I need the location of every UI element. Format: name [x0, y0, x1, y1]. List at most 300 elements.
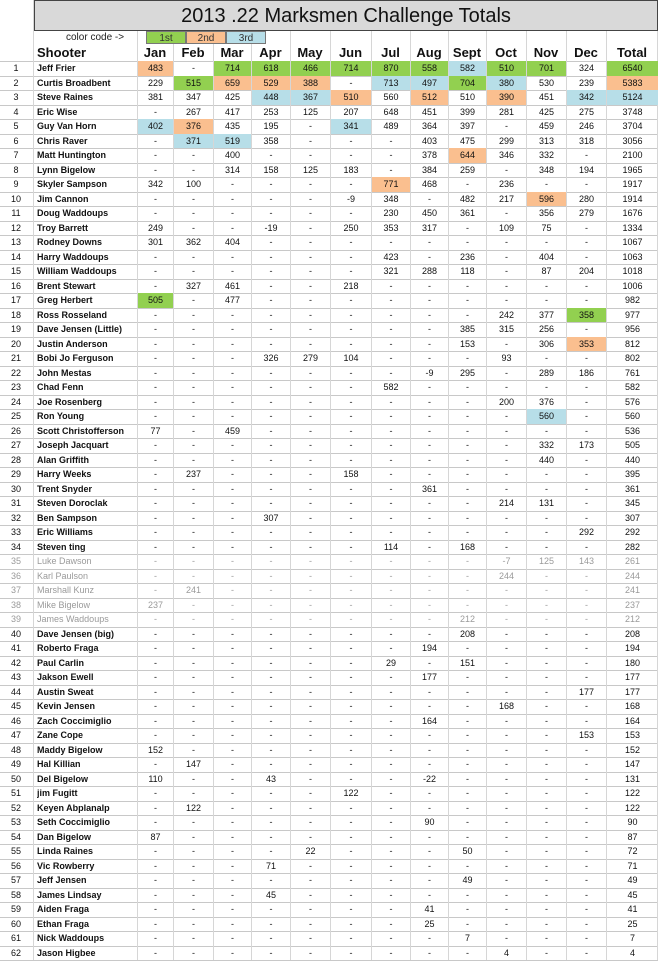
month-score: 87	[150, 831, 161, 842]
total-score: 761	[624, 367, 641, 378]
total-score: 122	[624, 802, 641, 813]
shooter-name: Keyen Abplanalp	[37, 802, 110, 813]
month-score: -	[585, 353, 588, 363]
table-row	[0, 540, 658, 555]
month-score: 425	[224, 92, 241, 102]
month-score: -	[309, 527, 312, 537]
month-score: -	[505, 672, 508, 682]
month-score: -	[545, 715, 548, 726]
month-score: -	[192, 164, 195, 175]
month-score: -	[505, 860, 508, 871]
row-number: 24	[10, 396, 21, 407]
month-score: -	[192, 295, 195, 305]
month-score: -	[349, 541, 353, 552]
month-score: 348	[383, 193, 399, 204]
month-score: -	[231, 382, 234, 392]
month-score: 388	[291, 76, 330, 91]
month-score: -	[231, 788, 234, 798]
month-score: -	[154, 498, 157, 508]
month-score: -	[545, 672, 548, 682]
total-score: 395	[624, 469, 641, 479]
table-row	[0, 206, 658, 221]
month-score: -	[154, 918, 157, 929]
month-score: -	[389, 135, 393, 146]
shooter-name: James Waddoups	[37, 614, 109, 624]
month-score: -	[231, 483, 234, 494]
month-score: -	[466, 411, 469, 421]
month-score: -	[349, 672, 353, 682]
shooter-name: Joseph Jacquart	[37, 440, 109, 450]
month-score: -	[349, 396, 353, 407]
month-score: -	[585, 860, 588, 871]
month-score: -	[231, 802, 234, 813]
month-score: 164	[421, 715, 438, 726]
row-number: 21	[10, 353, 21, 363]
month-score: -	[389, 860, 393, 871]
month-score: -	[192, 846, 195, 856]
month-score: -	[192, 788, 195, 798]
month-score: -	[309, 237, 312, 247]
month-score: -	[309, 614, 312, 624]
month-score: -	[269, 846, 273, 856]
month-score: -	[349, 179, 353, 189]
shooter-name: Jakson Ewell	[37, 672, 94, 682]
month-score: -	[466, 454, 469, 465]
month-score: -	[192, 918, 195, 929]
month-score: -	[505, 918, 508, 929]
total-score: 90	[627, 817, 638, 827]
month-score: 229	[147, 77, 164, 88]
row-number: 3	[13, 92, 19, 102]
month-score: -	[349, 904, 353, 914]
month-score: -	[428, 309, 431, 320]
total-score: 147	[624, 759, 641, 769]
total-score: 3056	[622, 135, 643, 146]
total-score: 194	[624, 643, 641, 653]
month-score: -	[192, 208, 195, 218]
month-score: 384	[421, 164, 438, 175]
month-score: 644	[449, 148, 486, 163]
month-score: -	[389, 846, 393, 856]
month-score: -	[505, 599, 508, 610]
month-score: -	[192, 440, 195, 450]
month-score: -	[349, 208, 353, 218]
month-score: 400	[224, 150, 241, 160]
shooter-name: Austin Sweat	[37, 686, 94, 697]
month-score: 510	[331, 90, 371, 105]
month-score: 246	[578, 121, 595, 131]
month-score: -	[545, 280, 548, 291]
month-score: 385	[459, 324, 476, 334]
table-row	[0, 134, 658, 149]
table-row	[0, 554, 658, 569]
month-score: 618	[252, 61, 290, 76]
month-score: 153	[459, 338, 476, 349]
month-score: -	[349, 367, 353, 378]
legend-first: 1st	[146, 31, 186, 44]
month-score: -	[154, 309, 157, 320]
month-score: -	[428, 469, 431, 479]
row-number: 29	[10, 469, 21, 479]
total-score: 177	[624, 672, 641, 682]
month-score: -	[466, 918, 469, 929]
month-score: -	[505, 251, 508, 262]
row-number: 7	[13, 150, 19, 160]
month-score: -	[545, 846, 548, 856]
month-score: -	[505, 846, 508, 856]
shooter-name: Hal Killian	[37, 759, 81, 769]
month-score: -	[309, 918, 312, 929]
month-score: -	[545, 628, 548, 639]
total-score: 49	[627, 875, 638, 885]
month-score: 194	[578, 164, 595, 175]
month-score: 151	[459, 657, 476, 668]
table-row	[0, 221, 658, 236]
month-score: -	[389, 933, 393, 943]
month-score: -	[349, 918, 353, 929]
month-score: 87	[541, 266, 552, 276]
month-score: -	[349, 599, 353, 610]
shooter-name: Jim Cannon	[37, 193, 89, 204]
month-score: -	[545, 295, 548, 305]
month-score: -	[192, 411, 195, 421]
month-score: 152	[147, 744, 164, 755]
month-score: 158	[263, 164, 279, 175]
row-number: 36	[10, 570, 21, 581]
month-score: -	[309, 454, 312, 465]
month-score: -	[192, 643, 195, 653]
total-score: 71	[627, 860, 638, 871]
table-row	[0, 859, 658, 874]
month-score: -	[231, 643, 234, 653]
month-score: 214	[498, 498, 515, 508]
month-score: 153	[578, 730, 595, 740]
month-score: -	[389, 730, 393, 740]
month-score: -	[389, 367, 393, 378]
month-score: -	[231, 411, 234, 421]
month-score: -	[389, 889, 393, 900]
month-score: -	[545, 179, 548, 189]
month-score: -	[309, 396, 312, 407]
month-score: -	[545, 585, 548, 595]
row-number: 43	[10, 672, 21, 682]
month-score: -	[231, 628, 234, 639]
month-score: -	[349, 251, 353, 262]
month-score: -	[192, 657, 195, 668]
month-score: 313	[538, 135, 555, 146]
month-score: -	[466, 759, 469, 769]
total-score: 208	[624, 628, 641, 639]
table-row	[0, 786, 658, 801]
month-score: -	[154, 541, 157, 552]
month-score: -	[154, 904, 157, 914]
total-score: 1063	[622, 251, 643, 262]
month-score: 404	[224, 237, 241, 247]
row-number: 46	[10, 715, 21, 726]
total-score: 536	[624, 425, 641, 436]
month-score: -	[349, 614, 353, 624]
total-score: 802	[624, 353, 641, 363]
row-number: 60	[10, 918, 21, 929]
row-number: 51	[10, 788, 21, 798]
sheet-title: 2013 .22 Marksmen Challenge Totals	[34, 0, 658, 31]
month-score: -	[269, 527, 273, 537]
month-score: -	[585, 715, 588, 726]
month-score: -	[466, 396, 469, 407]
month-score: -	[545, 730, 548, 740]
month-score: -	[231, 773, 234, 784]
month-score: -	[231, 715, 234, 726]
month-score: -	[545, 773, 548, 784]
month-score: -	[466, 585, 469, 595]
month-score: -	[545, 237, 548, 247]
shooter-name: Linda Raines	[37, 846, 94, 856]
total-score: 122	[624, 788, 641, 798]
month-score: -	[231, 686, 234, 697]
month-score: -	[192, 454, 195, 465]
row-number: 44	[10, 686, 21, 697]
month-score: -	[154, 585, 157, 595]
month-score: 713	[372, 76, 410, 91]
month-score: -	[389, 512, 393, 523]
table-row	[0, 656, 658, 671]
month-score: 515	[174, 76, 213, 91]
month-score: -	[349, 701, 353, 711]
month-score: -	[505, 788, 508, 798]
table-row	[0, 351, 658, 366]
month-score: -	[505, 759, 508, 769]
total-score: 3704	[622, 121, 643, 131]
month-score: 122	[185, 802, 202, 813]
month-score: -	[154, 556, 157, 566]
month-score: -	[269, 483, 273, 494]
month-score: -	[428, 744, 431, 755]
month-score: -	[428, 947, 431, 958]
total-score: 244	[624, 570, 641, 581]
month-score: -	[192, 672, 195, 682]
month-score: -	[154, 483, 157, 494]
month-score: -	[505, 831, 508, 842]
shooter-name: Troy Barrett	[37, 222, 89, 233]
month-score: -	[545, 512, 548, 523]
month-score: -	[309, 831, 312, 842]
month-score: -	[545, 527, 548, 537]
month-score: 212	[459, 614, 476, 624]
row-number: 49	[10, 759, 21, 769]
month-score: 402	[138, 119, 173, 134]
month-score: -	[192, 831, 195, 842]
month-score: -	[389, 947, 393, 958]
month-score: -	[505, 802, 508, 813]
month-score: -	[585, 411, 588, 421]
row-number: 47	[10, 730, 21, 740]
month-score: 353	[567, 337, 606, 352]
shooter-name: Marshall Kunz	[37, 585, 95, 595]
month-score: -	[428, 599, 431, 610]
month-score: -	[428, 193, 431, 204]
month-score: -	[309, 338, 312, 349]
month-score: -	[466, 295, 469, 305]
month-score: -	[154, 933, 157, 943]
month-score: 461	[224, 280, 241, 291]
month-score: -	[585, 788, 588, 798]
row-number: 11	[11, 208, 21, 218]
month-score: 342	[567, 90, 606, 105]
month-score: -	[154, 193, 157, 204]
table-row	[0, 148, 658, 163]
month-score: -	[309, 570, 312, 581]
month-score: -	[154, 686, 157, 697]
month-score: -	[428, 556, 431, 566]
month-score: -	[428, 411, 431, 421]
month-score: -	[269, 933, 273, 943]
month-score: -	[154, 527, 157, 537]
month-score: -	[505, 382, 508, 392]
month-score: -	[192, 222, 195, 233]
month-score: -	[389, 324, 393, 334]
month-score: -	[349, 715, 353, 726]
month-score: -	[585, 179, 588, 189]
month-score: -	[349, 744, 353, 755]
month-score: 275	[578, 106, 595, 117]
month-score: 324	[578, 63, 595, 73]
total-score: 45	[627, 889, 638, 900]
month-score: -	[466, 773, 469, 784]
month-score: -	[349, 759, 353, 769]
month-score: 475	[459, 135, 476, 146]
month-score: 244	[498, 570, 515, 581]
month-score: -	[192, 628, 195, 639]
month-score: 250	[343, 222, 359, 233]
total-score: 292	[624, 527, 641, 537]
month-score: -	[349, 527, 353, 537]
month-score: -	[585, 541, 588, 552]
month-score: -	[154, 715, 157, 726]
month-score: -	[269, 266, 273, 276]
month-score: -	[349, 860, 353, 871]
month-score: -	[309, 715, 312, 726]
month-score: -	[269, 570, 273, 581]
month-score: -	[269, 918, 273, 929]
month-score: -9	[346, 193, 355, 204]
month-score: 477	[224, 295, 241, 305]
table-row	[0, 714, 658, 729]
total-score: 241	[624, 585, 641, 595]
month-score: 237	[147, 599, 164, 610]
row-number: 42	[10, 657, 21, 668]
month-score: -	[389, 904, 393, 914]
month-score: -	[585, 454, 588, 465]
month-score: -	[349, 324, 353, 334]
month-score: -	[269, 715, 273, 726]
month-score: 114	[383, 541, 399, 552]
shooter-name: William Waddoups	[37, 266, 117, 276]
month-score: -	[428, 338, 431, 349]
table-row	[0, 612, 658, 627]
month-score: 49	[462, 875, 473, 885]
month-score: 404	[538, 251, 555, 262]
month-score: -	[545, 599, 548, 610]
month-score: 177	[421, 672, 438, 682]
month-score: 348	[538, 164, 555, 175]
month-score: -	[154, 411, 157, 421]
month-score: -	[505, 454, 508, 465]
month-score: -	[505, 527, 508, 537]
header-total: Total	[616, 45, 648, 60]
month-score: -	[269, 759, 273, 769]
month-score: -	[349, 295, 353, 305]
month-score: -	[349, 309, 353, 320]
month-score: -	[309, 382, 312, 392]
row-number: 23	[10, 382, 21, 392]
month-score: -	[466, 831, 469, 842]
month-score: -	[349, 483, 353, 494]
month-score: -	[349, 817, 353, 827]
month-score: -	[585, 643, 588, 653]
total-score: 982	[624, 295, 641, 305]
table-row	[0, 322, 658, 337]
month-score: -	[428, 628, 431, 639]
shooter-name: Doug Waddoups	[37, 208, 109, 218]
month-score: -	[389, 686, 393, 697]
month-score: -	[428, 541, 431, 552]
month-score: -	[231, 193, 234, 204]
month-score: -	[505, 338, 508, 349]
month-score: -	[192, 889, 195, 900]
month-score: 466	[291, 61, 330, 76]
month-score: 218	[343, 280, 359, 291]
month-score: -	[192, 947, 195, 958]
month-score: -	[192, 933, 195, 943]
month-score: -	[349, 585, 353, 595]
month-score: -	[585, 759, 588, 769]
table-row	[0, 308, 658, 323]
month-score: 280	[578, 193, 595, 204]
month-score: -	[389, 527, 393, 537]
month-score: -	[545, 657, 548, 668]
month-score: -	[269, 599, 273, 610]
month-score: 93	[501, 353, 512, 363]
month-score: -	[545, 744, 548, 755]
month-score: 358	[567, 308, 606, 323]
month-score: -	[585, 817, 588, 827]
month-score: -	[389, 831, 393, 842]
month-score: -	[231, 469, 234, 479]
month-score: -	[192, 150, 195, 160]
total-score: 576	[624, 396, 641, 407]
row-number: 57	[10, 875, 21, 885]
month-score: 200	[498, 396, 515, 407]
shooter-name: Joe Rosenberg	[37, 396, 103, 407]
month-score: -	[505, 541, 508, 552]
month-score: 403	[421, 135, 438, 146]
legend-second: 2nd	[186, 31, 226, 44]
month-score: 118	[460, 266, 475, 276]
table-row	[0, 801, 658, 816]
row-number: 55	[10, 846, 21, 856]
month-score: 314	[224, 164, 241, 175]
total-score: 505	[624, 440, 641, 450]
month-score: -	[154, 382, 157, 392]
month-score: -	[428, 701, 431, 711]
month-score: -	[269, 788, 273, 798]
month-score: -	[505, 512, 508, 523]
row-number: 16	[10, 280, 21, 291]
month-score: -	[269, 411, 273, 421]
month-score: -	[349, 831, 353, 842]
month-score: -	[309, 425, 312, 436]
month-score: -	[154, 570, 157, 581]
